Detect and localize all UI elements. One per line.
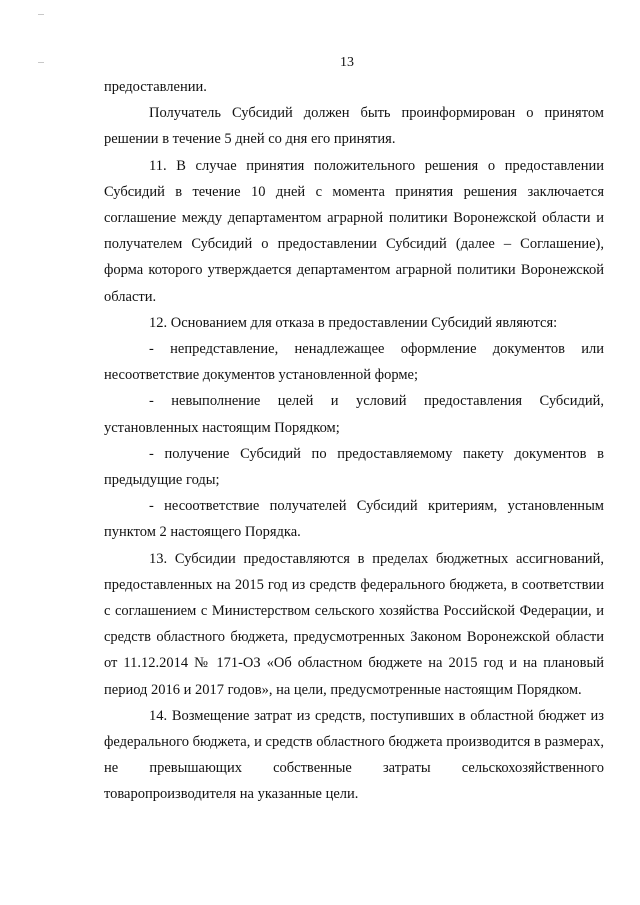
paragraph-continuation: предоставлении. — [104, 79, 207, 95]
page-number: 13 — [340, 55, 354, 70]
scan-margin-mark — [38, 14, 44, 15]
paragraph-clause-11: 11. В случае принятия положительного решения о предоставлении Субсидий в течение 10 дней с момента принятия решения заключается соглашение между департаментом аграрной политики Воронежской области и получателем Субсидий о предоставлении Субсидий (далее – Соглашение), форма которого утверждается департаментом аграрной политики Воронежской области. — [104, 157, 604, 305]
list-item-refusal-2: - невыполнение целей и условий предоставления Субсидий, установленных настоящим Порядком; — [104, 393, 604, 436]
list-item-refusal-3: - получение Субсидий по предоставляемому пакету документов в предыдущие годы; — [104, 445, 604, 489]
paragraph-clause-13: 13. Субсидии предоставляются в пределах бюджетных ассигнований, предоставленных на 2015 год из средств федерального бюджета, в соответствии с соглашением с Министерством сельского хозяйства Российской Федерации, и средств областного бюджета, предусмотренных Законом Воронежской области от 11.12.2014 № 171-ОЗ «Об областном бюджете на 2015 год и на плановый период 2016 и 2017 годов», на цели, предусмотренные настоящим Порядком. — [104, 550, 604, 698]
paragraph-clause-12: 12. Основанием для отказа в предоставлении Субсидий являются: — [149, 314, 558, 331]
list-item-refusal-1: - непредставление, ненадлежащее оформление документов или несоответствие документов установленной форме; — [104, 341, 604, 384]
list-item-refusal-4: - несоответствие получателей Субсидий критериям, установленным пунктом 2 настоящего Порядка. — [104, 498, 604, 541]
paragraph-notification: Получатель Субсидий должен быть проинформирован о принятом решении в течение 5 дней со дня его принятия. — [104, 105, 604, 148]
document-body — [104, 74, 604, 808]
paragraph-clause-14: 14. Возмещение затрат из средств, поступивших в областной бюджет из федерального бюджета, и средств областного бюджета производится в размерах, не превышающих собственные затраты сельскохозяйственного товаропроизводителя на указанные цели. — [104, 707, 604, 803]
